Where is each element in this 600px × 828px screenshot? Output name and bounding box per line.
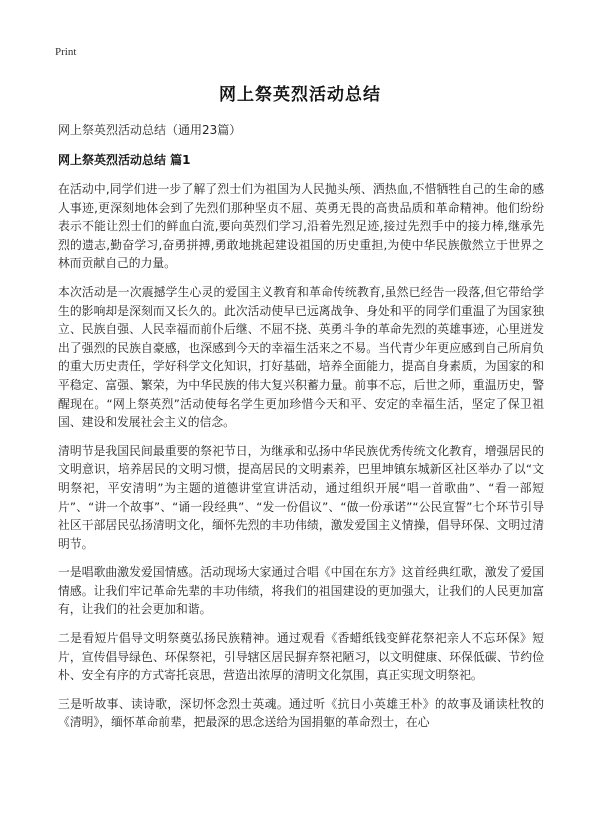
paragraph-2: 本次活动是一次震撼学生心灵的爱国主义教育和革命传统教育,虽然已经告一段落,但它带给学生的影响却是深刻而又长久的。此次活动使早已远离战争、身处和平的同学们重温了为国家独立、民族自强、人民幸福而前仆后继、不屈不挠、英勇斗争的革命先烈的英雄事迹，心里迸发出了强烈的民族自豪感，也深感到今天的幸福生活来之不易。当代青少年更应感到自己所肩负的重大历史责任，学好科学文化知识，打好基础，培养全面能力，提高自身素质，为国家的和平稳定、富强、繁荣，为中华民族的伟大复兴积蓄力量。前事不忘，后世之师，重温历史，警醒现在。“网上祭英烈”活动使每名学生更加珍惜今天和平、安定的幸福生活，坚定了保卫祖国、建设和发展社会主义的信念。 <box>58 284 544 430</box>
print-label: Print <box>55 46 77 58</box>
document-title: 网上祭英烈活动总结 <box>219 85 381 105</box>
article-body <box>58 180 544 742</box>
paragraph-6: 三是听故事、读诗歌，深切怀念烈士英魂。通过听《抗日小英雄王朴》的故事及诵读杜牧的《清明》，缅怀革命前辈，把最深的思念送给为国捐躯的革命烈士，在心 <box>58 696 544 730</box>
paragraph-4: 一是唱歌曲激发爱国情感。活动现场大家通过合唱《中国在东方》这首经典红歌，激发了爱国情感。让我们牢记革命先辈的丰功伟绩，将我们的祖国建设的更加强大，让我们的人民更加富有，让我们的社会更加和谐。 <box>58 565 544 617</box>
document-subtitle: 网上祭英烈活动总结（通用23篇） <box>58 123 242 137</box>
section-heading: 网上祭英烈活动总结 篇1 <box>58 153 191 167</box>
paragraph-3: 清明节是我国民间最重要的祭祀节日，为继承和弘扬中华民族优秀传统文化教育，增强居民的文明意识，培养居民的文明习惯，提高居民的文明素养，巴里坤镇东城新区社区举办了以“文明祭祀，平安清明”为主题的道德讲堂宣讲活动，通过组织开展“唱一首歌曲”、“看一部短片”、“讲一个故事”、“诵一段经典”、“发一份倡议”、“做一份承诺”“公民宣誓”七个环节引导社区干部居民弘扬清明文化，缅怀先烈的丰功伟绩，激发爱国主义情操，倡导环保、文明过清明节。 <box>58 443 544 551</box>
paragraph-5: 二是看短片倡导文明祭奠弘扬民族精神。通过观看《香蜡纸钱变鲜花祭祀亲人不忘环保》短片，宣传倡导绿色、环保祭祀，引导辖区居民摒弃祭祀陋习，以文明健康、环保低碳、节约俭朴、安全有序的方式寄托哀思，营造出浓厚的清明文化氛围，真正实现文明祭祀。 <box>58 631 544 683</box>
paragraph-1: 在活动中,同学们进一步了解了烈士们为祖国为人民抛头颅、洒热血,不惜牺牲自己的生命的感人事迹,更深刻地体会到了先烈们那种坚贞不屈、英勇无畏的高贵品质和革命精神。他们纷纷表示不能让烈士们的鲜血白流,要向英烈们学习,沿着先烈足迹,接过先烈手中的接力棒,继承先烈的遗志,勤奋学习,奋勇拼搏,勇敢地挑起建设祖国的历史重担,为使中华民族傲然立于世界之林而贡献自己的力量。 <box>58 182 544 271</box>
